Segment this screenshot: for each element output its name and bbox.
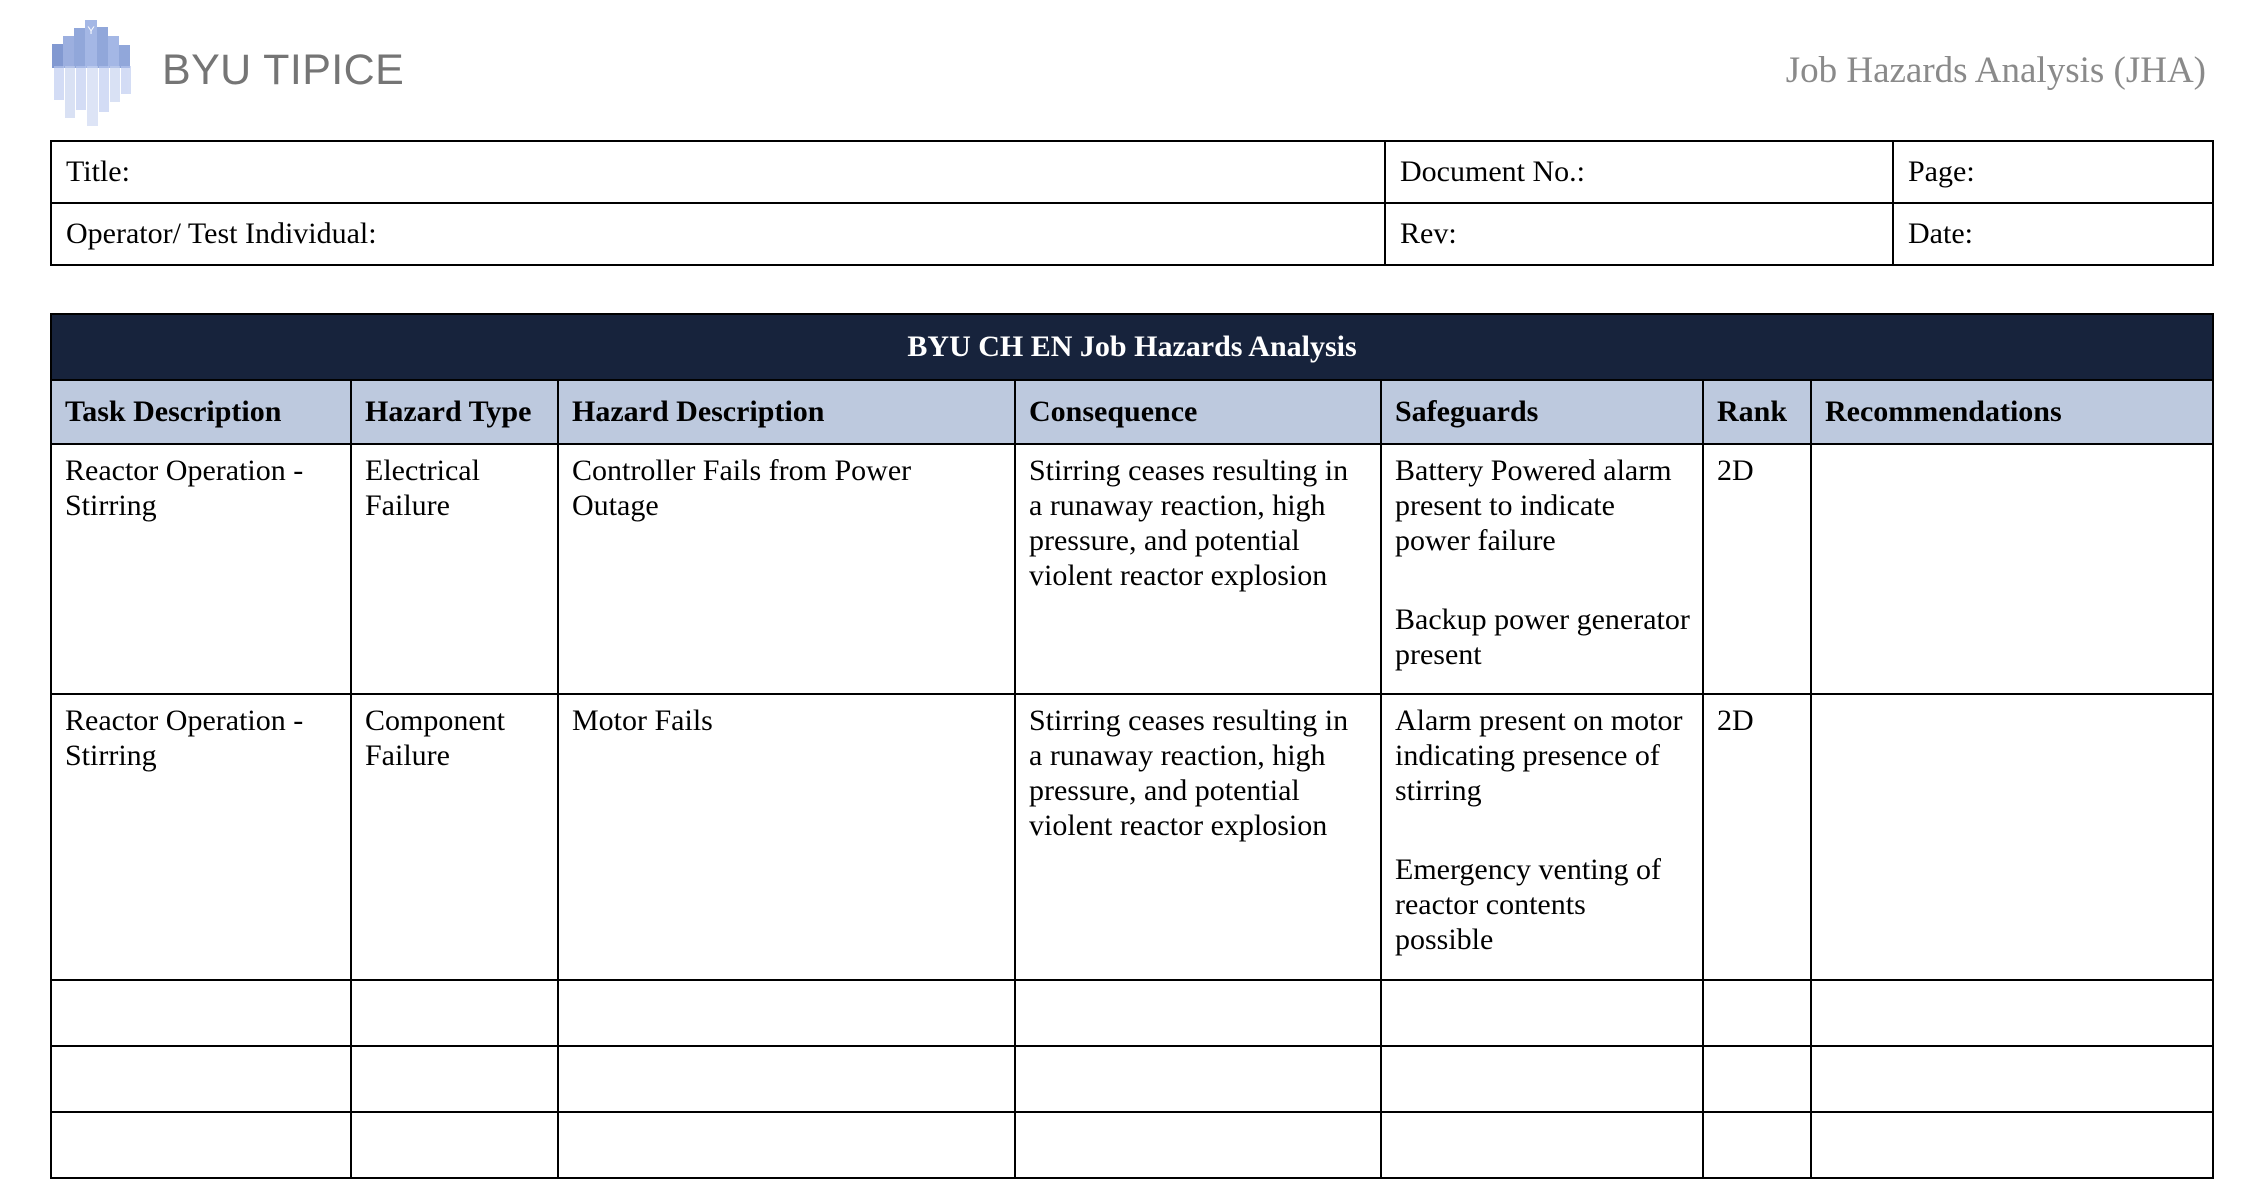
cell-hazard-description[interactable]: Motor Fails [558,694,1015,980]
rev-field[interactable]: Rev: [1385,203,1893,265]
table-banner-row [51,314,2213,380]
cell-safeguards[interactable] [1381,1112,1703,1178]
cell-recommendations[interactable] [1811,980,2213,1046]
table-row-empty [51,1046,2213,1112]
cell-hazard-description[interactable] [558,980,1015,1046]
cell-recommendations[interactable] [1811,1112,2213,1178]
column-header-task-description: Task Description [51,380,351,444]
jha-table-wrap [0,266,2262,1179]
cell-task-description[interactable] [51,1112,351,1178]
cell-hazard-type[interactable] [351,980,558,1046]
cell-rank[interactable] [1703,1046,1811,1112]
cell-recommendations[interactable] [1811,1046,2213,1112]
cell-consequence[interactable] [1015,1046,1381,1112]
safeguard-item: Backup power generator present [1395,603,1690,672]
document-kind-title: Job Hazards Analysis (JHA) [1785,49,2206,91]
logo-letter: Y [87,25,95,37]
cell-consequence[interactable]: Stirring ceases resulting in a runaway reaction, high pressure, and potential violent reactor explosion [1015,444,1381,694]
table-banner-title: BYU CH EN Job Hazards Analysis [51,314,2213,380]
document-no-field[interactable]: Document No.: [1385,141,1893,203]
cell-rank[interactable]: 2D [1703,444,1811,694]
iceberg-bar-logo-icon [50,14,136,126]
info-table-wrap [0,140,2262,266]
document-header [0,0,2262,140]
cell-rank[interactable] [1703,1112,1811,1178]
cell-consequence[interactable] [1015,980,1381,1046]
column-header-recommendations: Recommendations [1811,380,2213,444]
table-row-empty [51,980,2213,1046]
document-info-table [50,140,2214,266]
column-header-consequence: Consequence [1015,380,1381,444]
cell-hazard-type[interactable]: Electrical Failure [351,444,558,694]
cell-safeguards[interactable] [1381,1046,1703,1112]
info-row-2 [51,203,2213,265]
title-field[interactable]: Title: [51,141,1385,203]
table-row [51,694,2213,980]
table-row [51,444,2213,694]
cell-rank[interactable]: 2D [1703,694,1811,980]
column-header-safeguards: Safeguards [1381,380,1703,444]
cell-hazard-type[interactable] [351,1046,558,1112]
column-header-hazard-description: Hazard Description [558,380,1015,444]
cell-consequence[interactable] [1015,1112,1381,1178]
cell-hazard-description[interactable]: Controller Fails from Power Outage [558,444,1015,694]
info-row-1 [51,141,2213,203]
cell-rank[interactable] [1703,980,1811,1046]
cell-hazard-description[interactable] [558,1112,1015,1178]
safeguard-item: Alarm present on motor indicating presence of stirring [1395,704,1683,808]
cell-hazard-type[interactable]: Component Failure [351,694,558,980]
cell-safeguards[interactable] [1381,694,1703,980]
cell-consequence[interactable]: Stirring ceases resulting in a runaway reaction, high pressure, and potential violent reactor explosion [1015,694,1381,980]
safeguard-item: Emergency venting of reactor contents possible [1395,853,1662,957]
date-field[interactable]: Date: [1893,203,2213,265]
cell-recommendations[interactable] [1811,694,2213,980]
table-row-empty [51,1112,2213,1178]
safeguard-item: Battery Powered alarm present to indicate power failure [1395,454,1672,558]
cell-task-description[interactable]: Reactor Operation - Stirring [51,444,351,694]
brand [50,14,404,126]
cell-hazard-description[interactable] [558,1046,1015,1112]
column-header-rank: Rank [1703,380,1811,444]
cell-task-description[interactable] [51,980,351,1046]
table-header-row [51,380,2213,444]
cell-task-description[interactable]: Reactor Operation - Stirring [51,694,351,980]
brand-name: BYU TIPICE [162,45,405,94]
cell-safeguards[interactable] [1381,444,1703,694]
page-field[interactable]: Page: [1893,141,2213,203]
column-header-hazard-type: Hazard Type [351,380,558,444]
cell-safeguards[interactable] [1381,980,1703,1046]
cell-hazard-type[interactable] [351,1112,558,1178]
job-hazards-analysis-table [50,313,2214,1179]
cell-recommendations[interactable] [1811,444,2213,694]
cell-task-description[interactable] [51,1046,351,1112]
operator-test-individual-field[interactable]: Operator/ Test Individual: [51,203,1385,265]
